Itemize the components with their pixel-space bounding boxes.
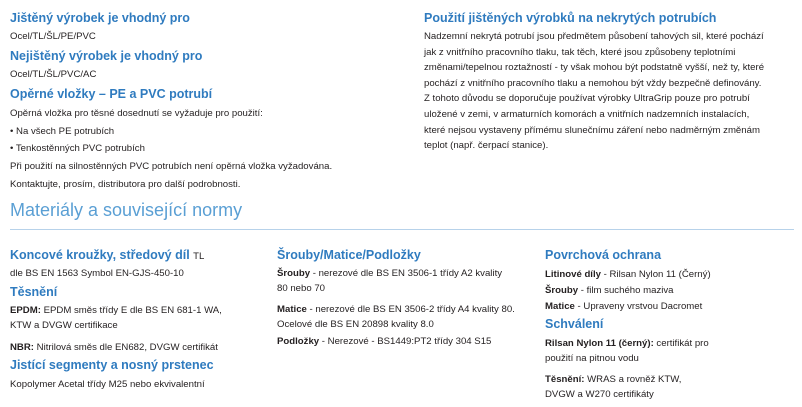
nuts-coating-text: - Upraveny vrstvou Dacromet [574,301,703,312]
bolts-line [277,267,502,282]
heading-unprotected-product: Nejištěný výrobek je vhodný pro [10,49,203,63]
gasket-approval [545,373,681,402]
heading-protected-product: Jištěný výrobek je vhodný pro [10,11,190,25]
paragraph-line: Nadzemní nekrytá potrubí jsou předmětem působení tahových sil, které pochází [424,31,764,42]
nuts-line-2: Ocelové dle BS EN 20898 kvality 8.0 [277,318,434,330]
nbr-label: NBR: [10,342,34,353]
paragraph-line: uložené v zemi, v armaturních komorách a vnitřních nadzemních instalacích, [424,108,750,120]
epdm-line-2: KTW a DVGW certifikace [10,319,118,331]
castings-coating [545,267,711,282]
washers-text: - Nerezové - BS1449:PT2 třídy 304 S15 [319,336,492,347]
contact-note: Kontaktujte, prosím, distributora pro další podrobnosti. [10,179,241,190]
nbr-text: Nitrilová směs dle EN682, DVGW certifikát [33,342,218,353]
end-rings-spec: dle BS EN 1563 Symbol EN-GJS-450-10 [10,268,184,279]
castings-text: - Rilsan Nylon 11 (Černý) [600,269,711,280]
epdm-text: EPDM směs třídy E dle BS EN 681-1 WA, [40,305,222,316]
unprotected-materials: Ocel/TL/ŠL/PVC/AC [10,69,97,80]
rilsan-text: certifikát pro [653,338,709,349]
paragraph-line: Z tohoto důvodu se doporučuje používat výrobky UltraGrip pouze pro potrubí [424,93,750,105]
gasket-approval-label: Těsnění: [545,374,585,385]
nuts-line [277,303,515,318]
gasket-approval-text: WRAS a rovněž KTW, [584,374,682,385]
nbr-spec [10,340,218,355]
epdm-label: EPDM: [10,305,41,316]
support-insert-intro: Opěrná vložka pro těsné dosednutí se vyžaduje pro použití: [10,108,263,119]
epdm-line [10,304,265,319]
heading-end-rings-suffix: TL [193,251,205,262]
nuts-spec [277,303,515,332]
bolts-spec [277,267,502,296]
paragraph-line: jak z vnitřního pracovního tlaku, tak těch, které jsou způsobeny teplotními [424,46,736,58]
bullet-pe-pipes: • Na všech PE potrubích [10,126,115,137]
washers-spec [277,334,491,349]
bullet-thin-pvc: • Tenkostěnných PVC potrubích [10,143,145,154]
rilsan-label: Rilsan Nylon 11 (černý): [545,338,654,349]
heading-support-inserts: Opěrné vložky – PE a PVC potrubí [10,87,213,101]
epdm-spec [10,304,265,333]
bolts-line-2: 80 nebo 70 [277,282,326,294]
heading-approvals: Schválení [545,317,604,331]
castings-label: Litinové díly [545,269,601,280]
bolts-coating-label: Šrouby [545,285,579,296]
bolts-coating [545,283,674,298]
gasket-approval-line [545,373,681,388]
bolts-coating-text: - film suchého maziva [578,285,674,296]
washers-label: Podložky [277,336,320,347]
heading-surface-protection: Povrchová ochrana [545,248,662,262]
section-title: Materiály a související normy [10,200,243,220]
heading-gasket: Těsnění [10,285,58,299]
paragraph-line: teplot (např. čerpací stanice). [424,140,549,152]
rilsan-line [545,337,709,352]
heading-end-rings [10,248,204,264]
bolts-text: - nerezové dle BS EN 3506-1 třídy A2 kvality [310,268,503,279]
locking-segments-spec: Kopolymer Acetal třídy M25 nebo ekvivalentní [10,379,205,390]
nuts-label: Matice [277,304,307,315]
protected-materials: Ocel/TL/ŠL/PE/PVC [10,31,96,42]
nuts-text: - nerezové dle BS EN 3506-2 třídy A4 kvality 80. [306,304,515,315]
bolts-label: Šrouby [277,268,311,279]
heading-locking-segments: Jistící segmenty a nosný prstenec [10,358,214,372]
paragraph-line: které nejsou vystaveny přímému slunečnímu záření nebo nadměrným změnám [424,124,760,136]
nuts-coating-label: Matice [545,301,575,312]
heading-exposed-pipes: Použití jištěných výrobků na nekrytých potrubích [424,11,717,25]
paragraph-line: pochází z vnitřního pracovního tlaku a nemohou být vždy bezpečně definovány. [424,77,762,89]
paragraph-line: změnami/tepelnou roztažností - ty však mohou být podstatně vyšší, než ty, které [424,62,765,74]
rilsan-approval [545,337,709,366]
thick-pvc-note: Při použití na silnostěnných PVC potrubích není opěrná vložka vyžadována. [10,161,333,172]
rilsan-line-2: použití na pitnou vodu [545,352,639,364]
gasket-approval-line-2: DVGW a W270 certifikáty [545,388,654,400]
heading-end-rings-text: Koncové kroužky, středový díl [10,248,190,262]
heading-bolts-nuts-washers: Šrouby/Matice/Podložky [277,248,421,262]
section-divider [10,229,794,230]
nuts-coating [545,299,702,314]
exposed-pipes-paragraph [424,29,764,154]
